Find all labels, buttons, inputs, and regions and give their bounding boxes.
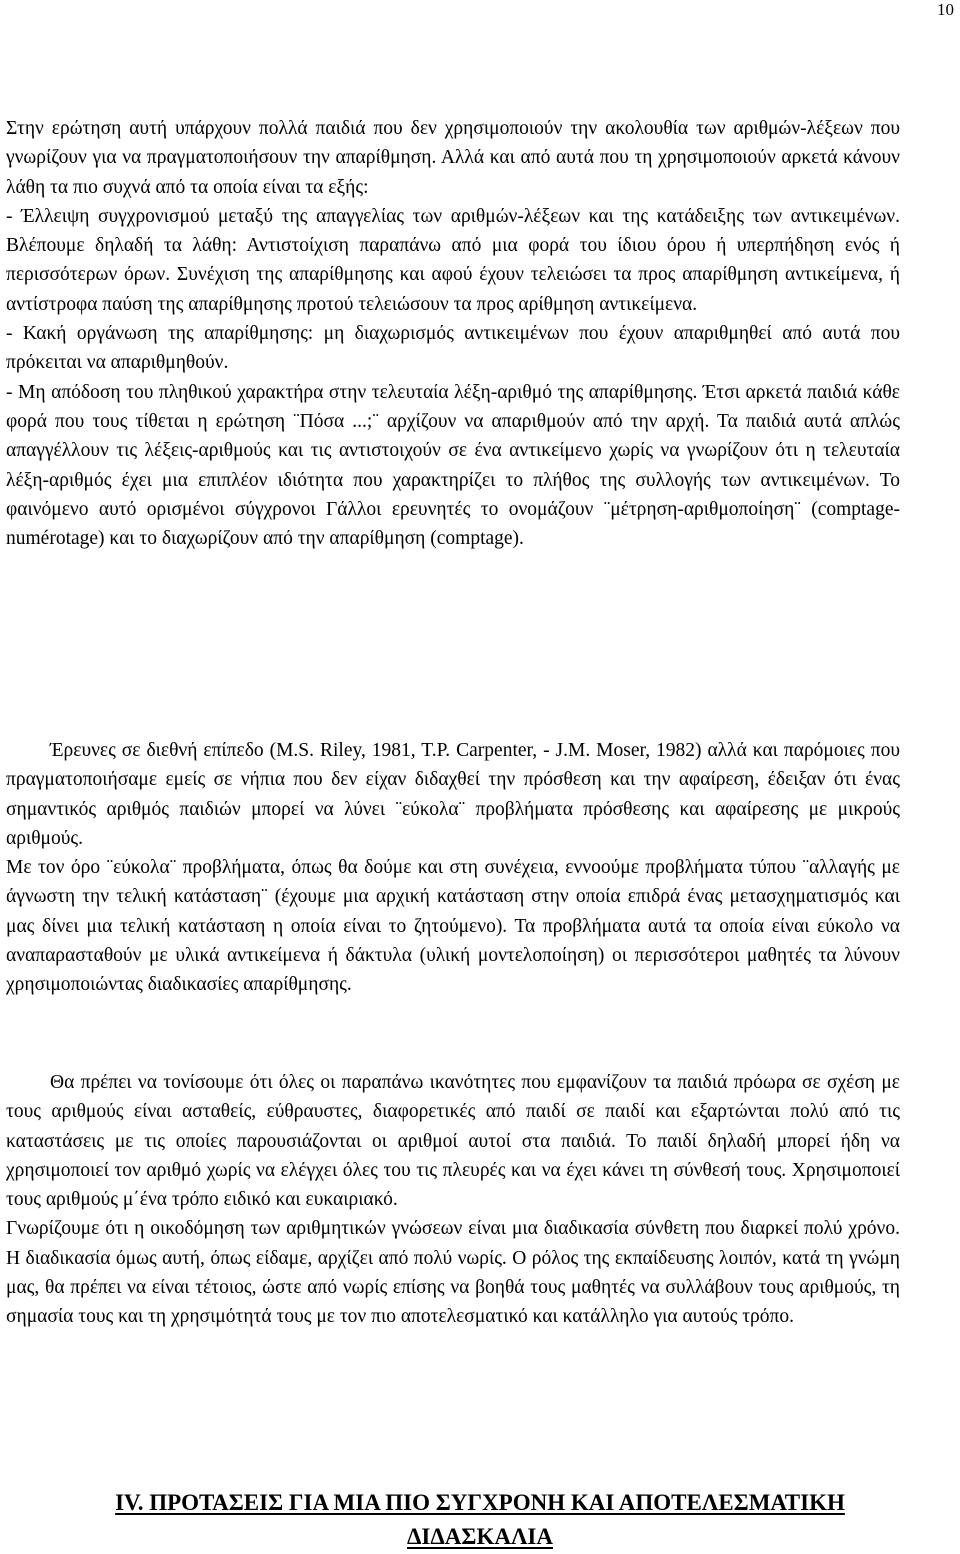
paragraph: Γνωρίζουμε ότι η οικοδόμηση των αριθμητικών γνώσεων είναι μια διαδικασία σύνθετη που διαρκεί πολύ χρόνο. Η διαδικασία όμως αυτή, όπως είδαμε, αρχίζει από πολύ νωρίς. Ο ρόλος της εκπαίδευσης λοιπόν, κατά τη γνώμη μας, θα πρέπει να είναι τέτοιος, ώστε από νωρίς επίσης να βοηθά τους μαθητές να συλλάβουν τους αριθμούς, τη σημασία τους και τη χρησιμότητά τους με τον πιο αποτελεσματικό και κατάλληλο για αυτούς τρόπο. — [6, 1218, 900, 1328]
paragraph: - Έλλειψη συγχρονισμού μεταξύ της απαγγελίας των αριθμών-λέξεων και της κατάδειξης των αντικειμένων. Βλέπουμε δηλαδή τα λάθη: Αντιστοίχιση παραπάνω από μια φορά του ίδιου όρου ή υπερπήδηση ενός ή περισσότερων όρων. Συνέχιση της απαρίθμησης και αφού έχουν τελειώσει τα προς απαρίθμηση αντικείμενα, ή αντίστροφα παύση της απαρίθμησης προτού τελειώσουν τα προς αρίθμηση αντικείμενα. — [6, 205, 900, 315]
paragraph: Στην ερώτηση αυτή υπάρχουν πολλά παιδιά που δεν χρησιμοποιούν την ακολουθία των αριθμών-λέξεων που γνωρίζουν για να πραγματοποιήσουν την απαρίθμηση. Αλλά και από αυτά που τη χρησιμοποιούν αρκετά κάνουν λάθη τα πιο συχνά από τα οποία είναι τα εξής: — [6, 118, 900, 198]
heading-line: ΔΙΔΑΣΚΑΛΙΑ — [407, 1524, 553, 1549]
section-heading — [0, 1486, 960, 1554]
page-number: 10 — [937, 0, 954, 19]
section-international-research — [6, 736, 900, 1000]
paragraph: Θα πρέπει να τονίσουμε ότι όλες οι παραπάνω ικανότητες που εμφανίζουν τα παιδιά πρόωρα σε σχέση με τους αριθμούς είναι ασταθείς, εύθραυστες, διαφορετικές από παιδί σε παιδί και εξαρτώνται πολύ από τις καταστάσεις με τις οποίες παρουσιάζονται οι αριθμοί αυτοί στα παιδιά. Το παιδί δηλαδή μπορεί ήδη να χρησιμοποιεί τον αριθμό χωρίς να ελέγχει όλες του τις πλευρές και να έχει κάνει τη σύνθεσή τους. Χρησιμοποιεί τους αριθμούς μ΄ένα τρόπο ειδικό και ευκαιριακό. — [6, 1072, 900, 1211]
heading-line: IV. ΠΡΟΤΑΣΕΙΣ ΓΙΑ ΜΙΑ ΠΙΟ ΣΥΓΧΡΟΝΗ ΚΑΙ ΑΠΟΤΕΛΕΣΜΑΤΙΚΗ — [115, 1490, 845, 1515]
paragraph: Με τον όρο ¨εύκολα¨ προβλήματα, όπως θα δούμε και στη συνέχεια, εννοούμε προβλήματα τύπου ¨αλλαγής με άγνωστη την τελική κατάσταση¨ (έχουμε μια αρχική κατάσταση στην οποία επιδρά ένας μετασχηματισμός και μας δίνει μια τελική κατάσταση η οποία είναι το ζητούμενο). Τα προβλήματα αυτά τα οποία είναι εύκολο να αναπαρασταθούν με υλικά αντικείμενα ή δάκτυλα (υλική μοντελοποίηση) οι περισσότεροι μαθητές τα λύνουν χρησιμοποιώντας διαδικασίες απαρίθμησης. — [6, 857, 900, 996]
paragraph: - Μη απόδοση του πληθικού χαρακτήρα στην τελευταία λέξη-αριθμό της απαρίθμησης. Έτσι αρκετά παιδιά κάθε φορά που τους τίθεται η ερώτηση ¨Πόσα ...;¨ αρχίζουν να απαριθμούν από την αρχή. Τα παιδιά αυτά απλώς απαγγέλλουν τις λέξεις-αριθμούς και τις αντιστοιχούν σε ένα αντικείμενο χωρίς να γνωρίζουν ότι η τελευταία λέξη-αριθμός έχει μια επιπλέον ιδιότητα που χαρακτηρίζει το πλήθος της συλλογής των αντικειμένων. Το φαινόμενο αυτό ορισμένοι σύγχρονοι Γάλλοι ερευνητές το ονομάζουν ¨μέτρηση-αριθμοποίηση¨ (comptage-numérotage) και το διαχωρίζουν από την απαρίθμηση (comptage). — [6, 381, 900, 550]
paragraph: - Κακή οργάνωση της απαρίθμησης: μη διαχωρισμός αντικειμένων που έχουν απαριθμηθεί από αυτά που πρόκειται να απαριθμηθούν. — [6, 323, 900, 374]
section-counting-errors — [6, 114, 900, 553]
paragraph: Έρευνες σε διεθνή επίπεδο (M.S. Riley, 1981, T.P. Carpenter, - J.M. Moser, 1982) αλλά και παρόμοιες που πραγματοποιήσαμε εμείς σε νήπια που δεν είχαν διδαχθεί την πρόσθεση και την αφαίρεση, έδειξαν ότι ένας σημαντικός αριθμός παιδιών μπορεί να λύνει ¨εύκολα¨ προβλήματα πρόσθεσης και αφαίρεσης με μικρούς αριθμούς. — [6, 740, 900, 849]
section-conclusions — [6, 1068, 900, 1332]
